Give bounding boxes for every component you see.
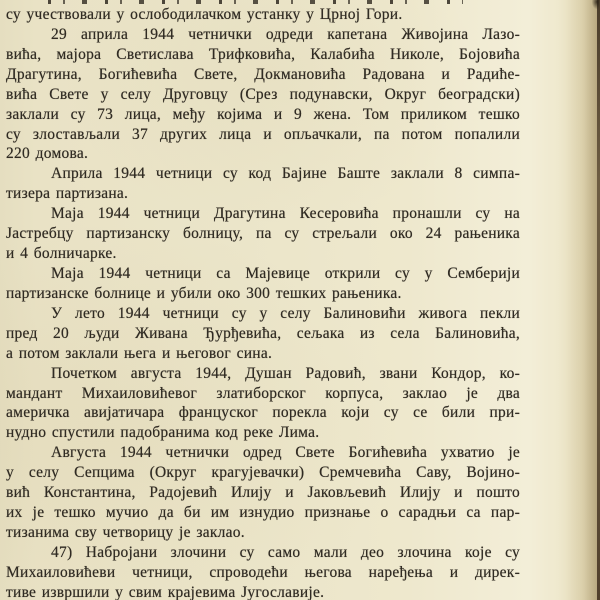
text-line: У лето 1944 четници су у селу Балиновићи живога пекли xyxy=(51,304,520,322)
text-line: 220 домова. xyxy=(6,145,89,163)
text-line: Почетком августа 1944, Душан Радовић, звани Кондор, ко- xyxy=(51,364,520,382)
text-line: Драгутина, Богићевића Свете, Докмановића Радована и Радиће- xyxy=(6,65,520,83)
text-line: заклали су 73 лица, међу којима и 9 жена. Том приликом тешко xyxy=(6,105,520,123)
text-line: вића, мајора Светислава Трифковића, Калабића Николе, Бојовића xyxy=(6,45,520,63)
text-line: Августа 1944 четнички одред Свете Богићевића ухватио је xyxy=(51,444,520,462)
text-line: и 4 болничарке. xyxy=(6,245,117,263)
cutoff-text-remnant xyxy=(48,0,463,4)
text-line: Маја 1944 четници са Мајевице открили су у Семберији xyxy=(51,264,520,282)
text-line: вића Свете у селу Друговцу (Срез подунавски, Округ београдски) xyxy=(6,85,520,103)
text-line: Михаиловићеви четници, спроводећи његова наређења и дирек- xyxy=(6,563,520,581)
text-line: а потом заклали њега и његовог сина. xyxy=(6,344,273,362)
text-line: су злостављали 37 других лица и опљачкали, па потом попалили xyxy=(6,125,520,143)
text-line: америчка авијатичара француског порекла који су се били при- xyxy=(6,404,520,422)
text-line: Јастребцу партизанску болницу, па су стрељали око 24 рањеника xyxy=(6,225,520,243)
text-line: тизанима сву четворицу је заклао. xyxy=(6,523,245,541)
text-line: 47) Набројани злочини су само мали део злочина које су xyxy=(51,543,520,561)
text-line: вић Константина, Радојевић Илију и Јаковљевић Илију и пошто xyxy=(6,484,520,502)
corner-smudge xyxy=(592,0,599,9)
text-line: тизера партизана. xyxy=(6,185,129,203)
text-line: тиве извршили у свим крајевима Југославије. xyxy=(6,583,325,600)
text-line: пред 20 људи Живана Ђурђевића, сељака из села Балиновића, xyxy=(6,324,520,342)
text-line: 29 априла 1944 четнички одреди капетана Живојина Лазо- xyxy=(51,25,520,43)
text-line: партизанске болнице и убили око 300 тешких рањеника. xyxy=(6,284,402,302)
text-line: нудно спустили падобранима код реке Лима. xyxy=(6,424,320,442)
page-edge-shadow xyxy=(566,0,600,600)
text-line: су учествовали у ослободилачком устанку у Црној Гори. xyxy=(6,6,403,23)
text-line: их је тешко мучио да би им изнудио признање о сарадњи са пар- xyxy=(6,504,520,522)
text-line: мандант Михаиловићевог златиборског корпуса, заклао је два xyxy=(6,384,520,402)
text-line: Маја 1944 четници Драгутина Кесеровића пронашли су на xyxy=(51,205,520,223)
text-line: у селу Сепцима (Округ крагујевачки) Сремчевића Саву, Војино- xyxy=(6,464,520,482)
text-line: Априла 1944 четници су код Бајине Баште заклали 8 симпа- xyxy=(51,165,520,183)
body-text-block xyxy=(6,5,520,600)
